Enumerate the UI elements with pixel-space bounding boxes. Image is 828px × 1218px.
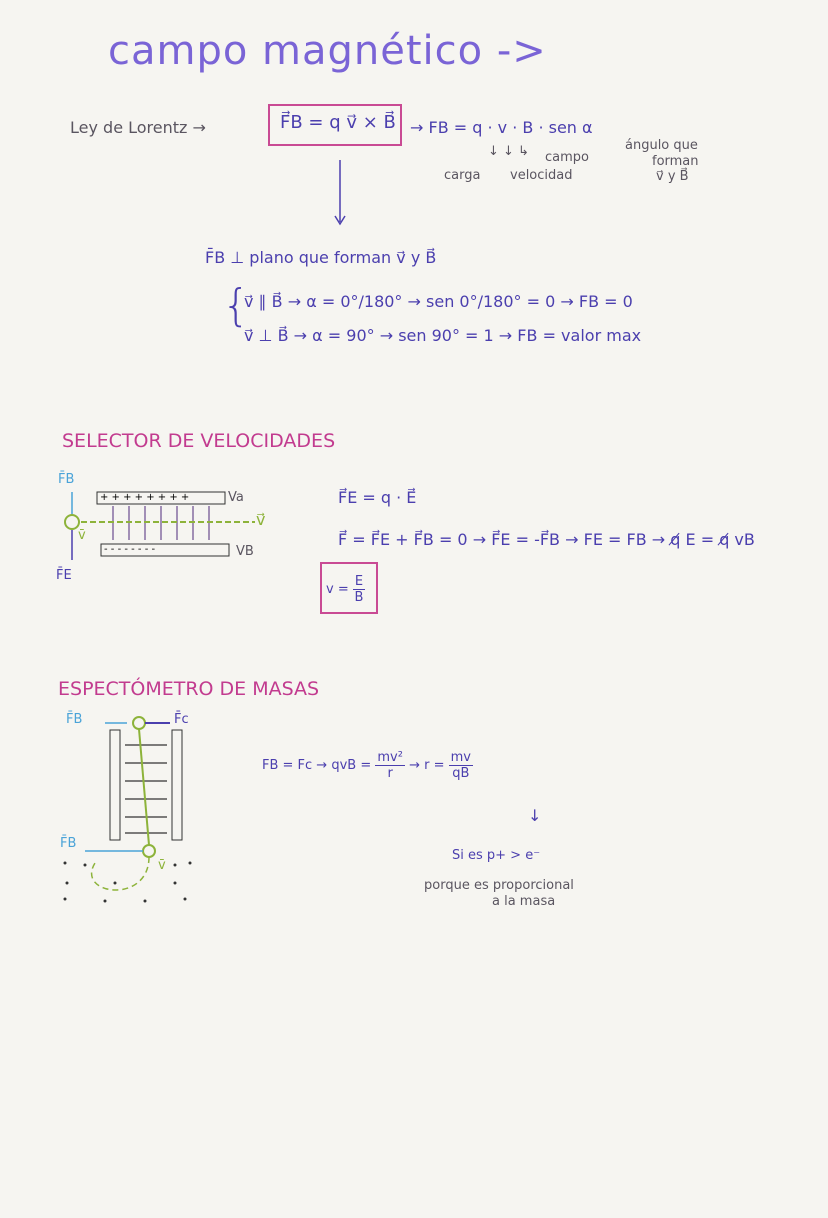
down-arrow-icon: ↓ xyxy=(528,806,542,825)
spec-fb-top: F̄B xyxy=(66,712,83,727)
spectrometer-heading: ESPECTÓMETRO DE MASAS xyxy=(58,678,320,700)
case-parallel: v⃗ ∥ B⃗ → α = 0°/180° → sen 0°/180° = 0 → FB = 0 xyxy=(244,292,633,311)
lorentz-scalar: → FB = q · v · B · sen α xyxy=(410,118,593,137)
radius-den: qB xyxy=(452,766,470,781)
result-den: B xyxy=(354,590,364,605)
spec-v: v̄ xyxy=(158,858,166,873)
note-angulo: ángulo que xyxy=(625,138,698,153)
va-label: Va xyxy=(228,490,244,505)
lorentz-formula: F⃗B = q v⃗ × B⃗ xyxy=(280,112,396,133)
vb-label: VB xyxy=(236,544,254,559)
electric-force-eq: F⃗E = q · E⃗ xyxy=(338,488,417,507)
selector-heading: SELECTOR DE VELOCIDADES xyxy=(62,430,336,452)
radius-num: mv xyxy=(450,750,471,765)
selector-fb-label: F̄B xyxy=(58,472,75,487)
note-vyb: v⃗ y B⃗ xyxy=(656,169,689,184)
radius-eq-lhs: FB = Fc → qvB = xyxy=(262,758,372,773)
radius-eq-mid: → r = xyxy=(409,758,445,773)
note-velocidad: velocidad xyxy=(510,168,573,183)
perpendicular-note: F̄B ⊥ plano que forman v⃗ y B⃗ xyxy=(205,248,437,267)
spec-fb-bottom: F̄B xyxy=(60,836,77,851)
note-forman: forman xyxy=(652,154,699,169)
note-carga: carga xyxy=(444,168,481,183)
velocity-selector-diagram xyxy=(55,470,285,590)
mass-spectrometer-diagram xyxy=(55,705,205,905)
lorentz-label: Ley de Lorentz → xyxy=(70,118,206,137)
plate-plus: + + + + + + + + xyxy=(100,492,190,503)
down-arrow-icon xyxy=(330,160,350,230)
case-perpendicular: v⃗ ⊥ B⃗ → α = 90° → sen 90° = 1 → FB = valor max xyxy=(244,326,642,345)
reason-line-1: porque es proporcional xyxy=(424,878,574,893)
result-num: E xyxy=(354,574,364,589)
conclusion: Si es p+ > e⁻ xyxy=(452,848,541,863)
radius-eq-den: r xyxy=(387,766,393,781)
v2-label: v̄ xyxy=(78,528,86,543)
selector-fe-label: F̄E xyxy=(56,568,72,583)
note-campo: campo xyxy=(545,150,589,165)
spec-fc-top: F̄c xyxy=(174,712,189,727)
page-title: campo magnético -> xyxy=(108,28,547,74)
result-lhs: v = xyxy=(326,582,349,597)
radius-eq-num: mv² xyxy=(377,750,403,765)
v-label: v⃗ xyxy=(256,510,266,529)
force-balance-eq: F⃗ = F⃗E + F⃗B = 0 → F⃗E = -F⃗B → FE = FB → q̸ E = q̸ vB xyxy=(338,530,755,549)
reason-line-2: a la masa xyxy=(492,894,556,909)
plate-minus: - - - - - - - - xyxy=(104,544,156,555)
